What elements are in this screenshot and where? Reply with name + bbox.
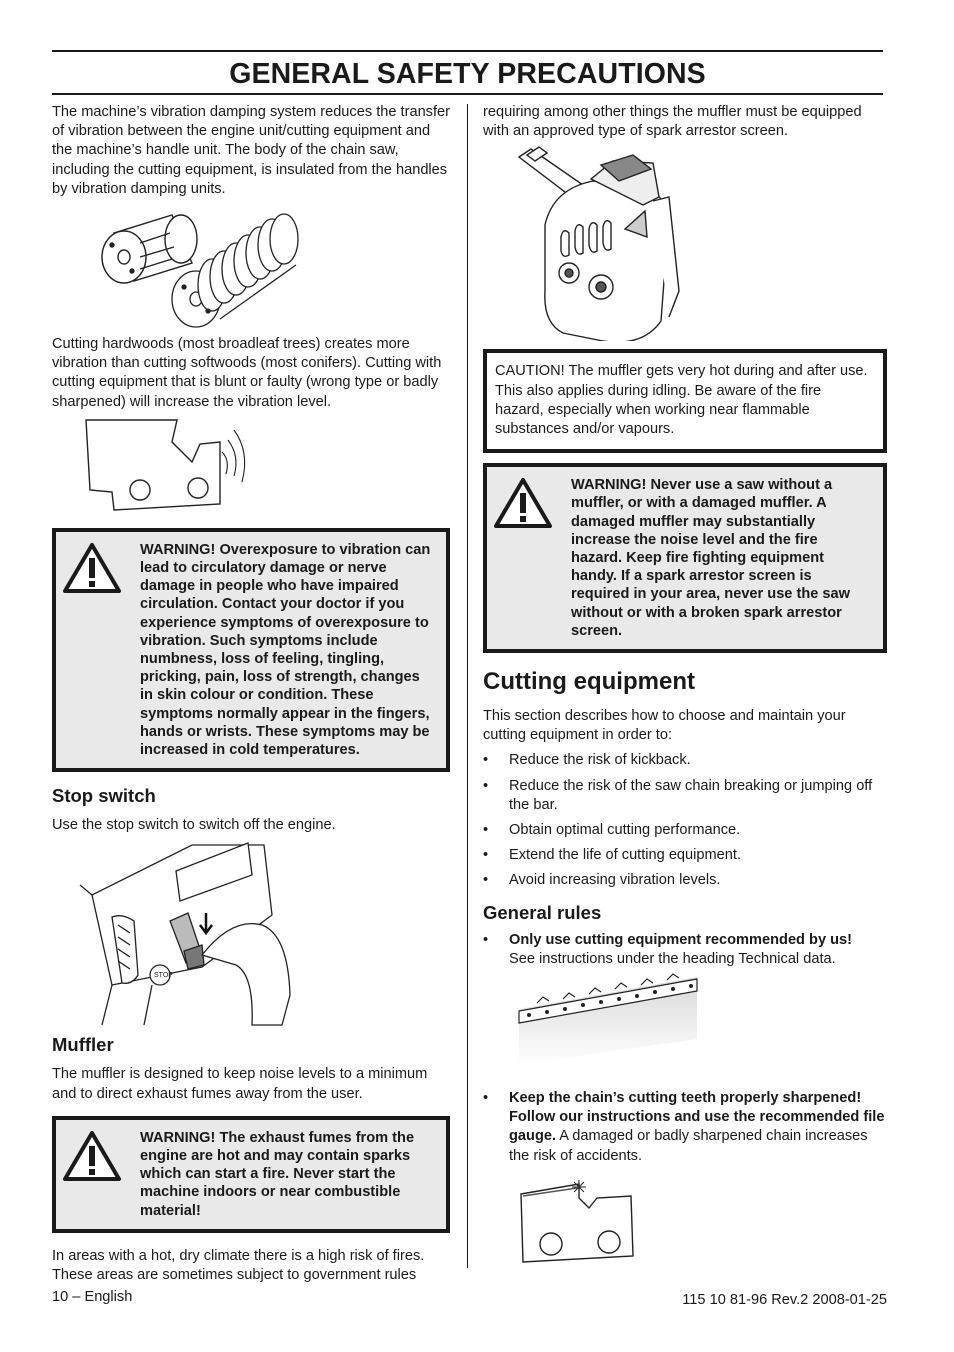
stop-label: STOP: [154, 972, 173, 980]
general-rules-heading: General rules: [483, 901, 602, 923]
muffler-warning-box: [483, 463, 887, 653]
muffler-warning-text: WARNING! Never use a saw without a muffler, or with a damaged muffler. A damaged muffler may substantially increase the noise level and the fire hazard. Keep fire fighting equipment handy. If a spark arrestor screen is required in your area, never use the saw without or with a broken spark arrestor screen.: [571, 477, 851, 639]
sharpening-rules-list: [483, 1089, 887, 1166]
rule-recommended-equipment: Only use cutting equipment recommended by us!: [509, 931, 853, 948]
page-title: GENERAL SAFETY PRECAUTIONS: [229, 58, 706, 90]
vibration-warning-text: WARNING! Overexposure to vibration can lead to circulatory damage or nerve damage in people who have impaired circulation. Contact your doctor if you experience symptoms of overexposure to vibration. Such symptoms include numbness, loss of feeling, tingling, pricking, pain, loss of strength, changes in skin colour or condition. These symptoms normally appear in the fingers, hands or wrists. These symptoms may be increased in cold temperatures.: [140, 541, 431, 759]
sharpened-tooth-figure: [517, 1176, 887, 1276]
list-item: • Extend the life of cutting equipment.: [483, 847, 742, 864]
warning-triangle-icon: [62, 542, 122, 594]
list-item: • Keep the chain’s cutting teeth properly sharpened! Follow our instructions and use the recommended file gauge. A damaged or badly sharpened chain increases the risk of accidents.: [483, 1090, 885, 1164]
rule-damaged-chain: A damaged or badly sharpened chain increases the risk of accidents.: [509, 1128, 868, 1164]
left-column: [52, 103, 450, 1285]
list-item: • Avoid increasing vibration levels.: [483, 872, 721, 889]
vibration-warning-box: [52, 528, 450, 772]
caution-box: CAUTION! The muffler gets very hot during and after use. This also applies during idling. Be aware of the fire hazard, especially when working near flammable substances and/or vapours.: [483, 349, 887, 453]
right-column: [483, 103, 887, 1276]
footer-document-id: 115 10 81-96 Rev.2 2008-01-25: [682, 1292, 887, 1308]
exhaust-warning-box: [52, 1116, 450, 1233]
general-rules-list: [483, 931, 887, 969]
column-divider: [467, 104, 468, 1268]
stop-switch-heading: Stop switch: [52, 785, 156, 807]
list-item: • Obtain optimal cutting performance.: [483, 822, 741, 839]
cutting-equipment-title: Cutting equipment: [483, 668, 695, 696]
muffler-text: The muffler is designed to keep noise levels to a minimum and to direct exhaust fumes away from the user.: [52, 1066, 428, 1102]
footer-page-number: 10 – English: [52, 1289, 133, 1305]
vibration-damping-paragraph: The machine’s vibration damping system reduces the transfer of vibration between the engine unit/cutting equipment and the machine’s handle unit. The body of the chain saw, including the cutting equipment, is insulated from the handles by vibration damping units.: [52, 104, 451, 197]
spark-arrestor-paragraph: requiring among other things the muffler must be equipped with an approved type of spark arrestor screen.: [483, 104, 862, 140]
cutting-equipment-intro: This section describes how to choose and maintain your cutting equipment in order to:: [483, 708, 846, 744]
saw-chain-figure: [517, 969, 887, 1089]
chain-tooth-vibration-figure: [52, 412, 450, 528]
header-rule-top: [52, 50, 883, 52]
list-item: • Reduce the risk of kickback.: [483, 752, 691, 769]
fire-risk-paragraph: In areas with a hot, dry climate there is a high risk of fires. These areas are sometimes subject to government rules: [52, 1247, 425, 1284]
list-item: • Reduce the risk of the saw chain breaking or jumping off the bar.: [483, 777, 873, 813]
damping-units-figure: [52, 199, 450, 335]
muffler-heading: Muffler: [52, 1034, 114, 1056]
cutting-equipment-list: [483, 751, 887, 890]
rule-technical-data: See instructions under the heading Technical data.: [509, 950, 836, 967]
exhaust-warning-text: WARNING! The exhaust fumes from the engine are hot and may contain sparks which can start a fire. Never start the machine indoors or near combustible material!: [140, 1129, 415, 1219]
rule-sharpen-teeth: Keep the chain’s cutting teeth properly sharpened! Follow our instructions and use the recommended file gauge.: [509, 1090, 885, 1145]
stop-switch-text: Use the stop switch to switch off the engine.: [52, 817, 336, 834]
warning-triangle-icon: [493, 477, 553, 529]
list-item: • Only use cutting equipment recommended by us! See instructions under the heading Technical data.: [483, 931, 853, 967]
header-rule-bottom: [52, 93, 883, 95]
warning-triangle-icon: [62, 1130, 122, 1182]
muffler-figure: [483, 141, 887, 341]
hardwood-vibration-paragraph: Cutting hardwoods (most broadleaf trees) creates more vibration than cutting softwoods (most conifers). Cutting with cutting equipment that is blunt or faulty (wrong type or badly sharpened) will increase the vibration level.: [52, 336, 442, 410]
stop-switch-figure: [52, 835, 450, 1027]
